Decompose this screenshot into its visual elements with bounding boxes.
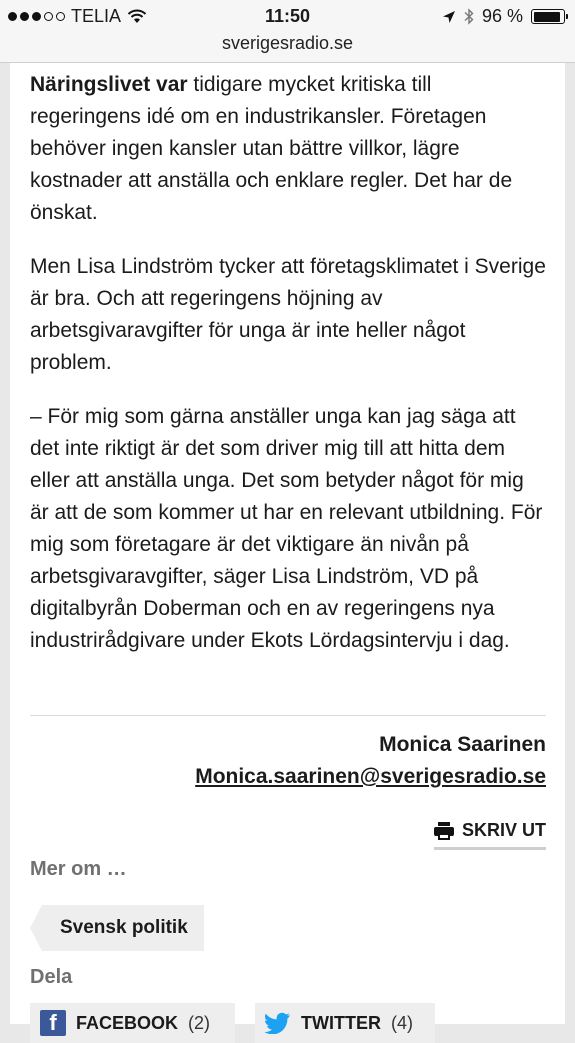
twitter-icon bbox=[265, 1012, 291, 1034]
article-body bbox=[30, 63, 546, 657]
paragraph-text: Men Lisa Lindström tycker att företagsklimatet i Sverige är bra. Och att regeringens höjning av arbetsgivaravgifter för unga är inte heller något problem. bbox=[30, 255, 546, 374]
article-page bbox=[10, 63, 565, 1035]
bluetooth-icon bbox=[464, 8, 474, 25]
facebook-share-button[interactable] bbox=[30, 1003, 235, 1043]
article-paragraph bbox=[30, 69, 546, 229]
facebook-label: FACEBOOK bbox=[76, 1012, 179, 1033]
twitter-label: TWITTER bbox=[301, 1012, 381, 1033]
paragraph-lead: Näringslivet var bbox=[30, 73, 188, 96]
facebook-icon: f bbox=[40, 1010, 66, 1036]
battery-icon bbox=[531, 9, 565, 24]
printer-icon bbox=[434, 822, 454, 840]
facebook-count: (2) bbox=[188, 1012, 211, 1033]
battery-percent: 96 % bbox=[481, 6, 523, 26]
section-divider bbox=[30, 715, 546, 716]
location-arrow-icon bbox=[442, 10, 456, 24]
twitter-count: (4) bbox=[390, 1012, 413, 1033]
address-bar-url[interactable]: sverigesradio.se bbox=[221, 33, 354, 53]
author-name: Monica Saarinen bbox=[379, 733, 546, 756]
paragraph-text: – För mig som gärna anställer unga kan jag säga att det inte riktigt är det som driver mig till att hitta dem eller att anställa unga. Det som betyder något för mig är att de som kommer ut har en relevant utbildning. För mig som företagare är det viktigare än nivån på arbetsgivaravgifter, säger Lisa Lindström, VD på digitalbyrån Doberman och en av regeringens nya industrirådgivare under Ekots Lördagsintervju i dag. bbox=[30, 405, 543, 652]
twitter-share-button[interactable] bbox=[255, 1003, 435, 1043]
author-byline bbox=[195, 729, 546, 793]
article-paragraph bbox=[30, 401, 546, 657]
related-heading: Mer om … bbox=[30, 858, 127, 880]
status-bar bbox=[0, 0, 575, 63]
print-button[interactable] bbox=[434, 820, 546, 850]
carrier-name: TELIA bbox=[71, 6, 122, 26]
tag-label: Svensk politik bbox=[60, 917, 188, 938]
share-heading: Dela bbox=[30, 966, 73, 988]
paragraph-text: tidigare mycket kritiska till regeringens idé om en industrikansler. Företagen behöver ingen kansler utan bättre villkor, lägre kostnader att anställa och enklare regler. Det har de önskat. bbox=[30, 73, 513, 224]
print-label: SKRIV UT bbox=[461, 820, 546, 840]
author-email-link[interactable]: Monica.saarinen@sverigesradio.se bbox=[195, 765, 546, 788]
clock: 11:50 bbox=[264, 6, 311, 26]
article-paragraph bbox=[30, 251, 546, 379]
tag-svensk-politik[interactable] bbox=[42, 905, 204, 951]
